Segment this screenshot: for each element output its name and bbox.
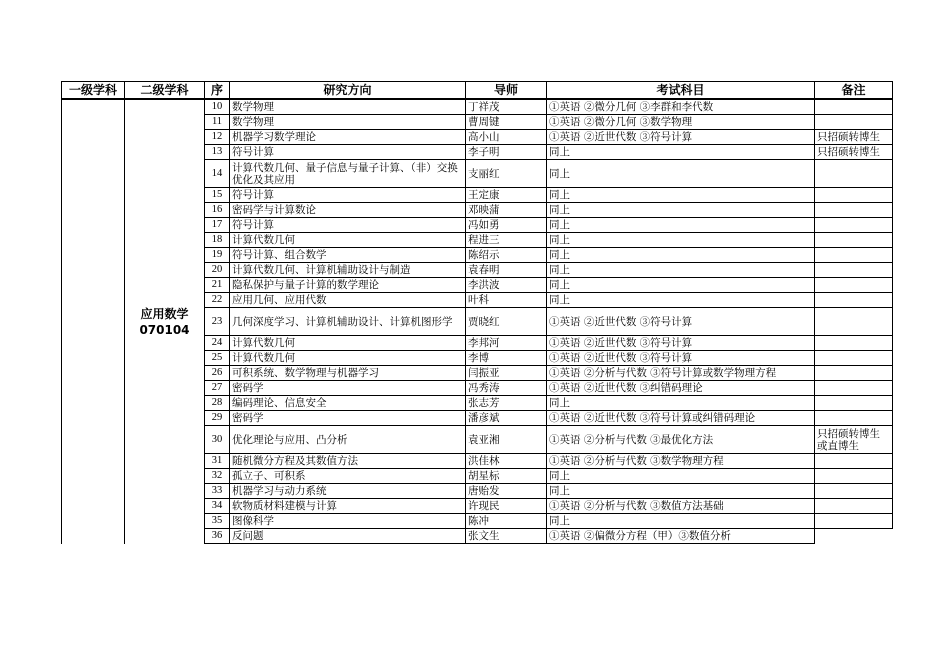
exam-cell: ①英语 ②近世代数 ③符号计算 — [547, 336, 815, 351]
direction-cell: 优化理论与应用、凸分析 — [230, 426, 466, 454]
seq-cell: 34 — [205, 499, 230, 514]
note-cell: 只招硕转博生 — [815, 145, 893, 160]
seq-cell: 22 — [205, 293, 230, 308]
note-cell — [815, 396, 893, 411]
direction-cell: 应用几何、应用代数 — [230, 293, 466, 308]
advisor-cell: 潘彦斌 — [466, 411, 547, 426]
seq-cell: 27 — [205, 381, 230, 396]
exam-cell: ①英语 ②分析与代数 ③最优化方法 — [547, 426, 815, 454]
exam-cell: 同上 — [547, 203, 815, 218]
advisor-cell: 王定康 — [466, 188, 547, 203]
table-row — [62, 99, 893, 115]
exam-cell: 同上 — [547, 188, 815, 203]
exam-cell: 同上 — [547, 218, 815, 233]
direction-cell: 密码学与计算数论 — [230, 203, 466, 218]
advisor-cell: 陈绍示 — [466, 248, 547, 263]
seq-cell: 36 — [205, 529, 230, 544]
header-level1: 一级学科 — [62, 82, 125, 100]
note-cell — [815, 278, 893, 293]
seq-cell: 28 — [205, 396, 230, 411]
exam-cell: ①英语 ②近世代数 ③纠错码理论 — [547, 381, 815, 396]
seq-cell: 26 — [205, 366, 230, 381]
note-cell — [815, 381, 893, 396]
exam-cell: ①英语 ②近世代数 ③符号计算 — [547, 308, 815, 336]
direction-cell: 计算代数几何 — [230, 351, 466, 366]
note-cell — [815, 293, 893, 308]
exam-cell: ①英语 ②近世代数 ③符号计算或纠错码理论 — [547, 411, 815, 426]
advisor-cell: 陈冲 — [466, 514, 547, 529]
seq-cell: 11 — [205, 115, 230, 130]
advisor-cell: 唐贻发 — [466, 484, 547, 499]
seq-cell: 19 — [205, 248, 230, 263]
advisor-cell: 张文生 — [466, 529, 547, 544]
note-cell — [815, 411, 893, 426]
advisor-cell: 冯秀涛 — [466, 381, 547, 396]
direction-cell: 符号计算 — [230, 145, 466, 160]
note-cell — [815, 529, 893, 544]
note-cell — [815, 308, 893, 336]
note-cell: 只招硕转博生或直博生 — [815, 426, 893, 454]
note-cell: 只招硕转博生 — [815, 130, 893, 145]
header-exam: 考试科目 — [547, 82, 815, 100]
note-cell — [815, 263, 893, 278]
exam-cell: 同上 — [547, 484, 815, 499]
exam-cell: 同上 — [547, 145, 815, 160]
advisor-cell: 袁亚湘 — [466, 426, 547, 454]
enrollment-table — [61, 81, 893, 544]
direction-cell: 可积系统、数学物理与机器学习 — [230, 366, 466, 381]
table-body — [62, 99, 893, 544]
advisor-cell: 闫振亚 — [466, 366, 547, 381]
direction-cell: 机器学习数学理论 — [230, 130, 466, 145]
seq-cell: 33 — [205, 484, 230, 499]
advisor-cell: 袁春明 — [466, 263, 547, 278]
exam-cell: 同上 — [547, 396, 815, 411]
direction-cell: 图像科学 — [230, 514, 466, 529]
note-cell — [815, 218, 893, 233]
note-cell — [815, 514, 893, 529]
exam-cell: ①英语 ②微分几何 ③数学物理 — [547, 115, 815, 130]
direction-cell: 几何深度学习、计算机辅助设计、计算机图形学 — [230, 308, 466, 336]
advisor-cell: 胡星标 — [466, 469, 547, 484]
seq-cell: 13 — [205, 145, 230, 160]
exam-cell: 同上 — [547, 248, 815, 263]
note-cell — [815, 233, 893, 248]
note-cell — [815, 499, 893, 514]
direction-cell: 密码学 — [230, 411, 466, 426]
seq-cell: 12 — [205, 130, 230, 145]
level2-cell — [125, 99, 205, 544]
header-advisor: 导师 — [466, 82, 547, 100]
direction-cell: 计算代数几何、计算机辅助设计与制造 — [230, 263, 466, 278]
advisor-cell: 冯如勇 — [466, 218, 547, 233]
note-cell — [815, 469, 893, 484]
direction-cell: 计算代数几何 — [230, 233, 466, 248]
seq-cell: 18 — [205, 233, 230, 248]
advisor-cell: 高小山 — [466, 130, 547, 145]
advisor-cell: 李邦河 — [466, 336, 547, 351]
exam-cell: 同上 — [547, 263, 815, 278]
header-level2: 二级学科 — [125, 82, 205, 100]
direction-cell: 数学物理 — [230, 115, 466, 130]
direction-cell: 符号计算 — [230, 188, 466, 203]
direction-cell: 符号计算、组合数学 — [230, 248, 466, 263]
direction-cell: 数学物理 — [230, 99, 466, 115]
advisor-cell: 程进三 — [466, 233, 547, 248]
seq-cell: 20 — [205, 263, 230, 278]
level2-name: 应用数学 — [140, 306, 189, 321]
note-cell — [815, 336, 893, 351]
direction-cell: 反问题 — [230, 529, 466, 544]
seq-cell: 14 — [205, 160, 230, 188]
note-cell — [815, 366, 893, 381]
seq-cell: 25 — [205, 351, 230, 366]
seq-cell: 21 — [205, 278, 230, 293]
direction-cell: 计算代数几何 — [230, 336, 466, 351]
advisor-cell: 李洪波 — [466, 278, 547, 293]
seq-cell: 23 — [205, 308, 230, 336]
note-cell — [815, 203, 893, 218]
seq-cell: 10 — [205, 99, 230, 115]
header-note: 备注 — [815, 82, 893, 100]
exam-cell: 同上 — [547, 469, 815, 484]
seq-cell: 31 — [205, 454, 230, 469]
note-cell — [815, 248, 893, 263]
advisor-cell: 李博 — [466, 351, 547, 366]
direction-cell: 机器学习与动力系统 — [230, 484, 466, 499]
note-cell — [815, 484, 893, 499]
direction-cell: 随机微分方程及其数值方法 — [230, 454, 466, 469]
exam-cell: 同上 — [547, 514, 815, 529]
exam-cell: ①英语 ②微分几何 ③李群和李代数 — [547, 99, 815, 115]
exam-cell: ①英语 ②近世代数 ③符号计算 — [547, 130, 815, 145]
note-cell — [815, 160, 893, 188]
seq-cell: 15 — [205, 188, 230, 203]
seq-cell: 16 — [205, 203, 230, 218]
seq-cell: 32 — [205, 469, 230, 484]
direction-cell: 隐私保护与量子计算的数学理论 — [230, 278, 466, 293]
advisor-cell: 李子明 — [466, 145, 547, 160]
advisor-cell: 贾晓红 — [466, 308, 547, 336]
direction-cell: 软物质材料建模与计算 — [230, 499, 466, 514]
level1-cell — [62, 99, 125, 544]
direction-cell: 计算代数几何、量子信息与量子计算、（非）交换优化及其应用 — [230, 160, 466, 188]
exam-cell: ①英语 ②偏微分方程（甲）③数值分析 — [547, 529, 815, 544]
seq-cell: 24 — [205, 336, 230, 351]
exam-cell: 同上 — [547, 233, 815, 248]
exam-cell: ①英语 ②分析与代数 ③符号计算或数学物理方程 — [547, 366, 815, 381]
note-cell — [815, 99, 893, 115]
advisor-cell: 许现民 — [466, 499, 547, 514]
exam-cell: ①英语 ②分析与代数 ③数学物理方程 — [547, 454, 815, 469]
advisor-cell: 张志芳 — [466, 396, 547, 411]
advisor-cell: 曹周键 — [466, 115, 547, 130]
direction-cell: 孤立子、可积系 — [230, 469, 466, 484]
note-cell — [815, 115, 893, 130]
header-row — [62, 82, 893, 100]
advisor-cell: 叶科 — [466, 293, 547, 308]
note-cell — [815, 454, 893, 469]
advisor-cell: 邓映蒲 — [466, 203, 547, 218]
exam-cell: 同上 — [547, 293, 815, 308]
direction-cell: 密码学 — [230, 381, 466, 396]
advisor-cell: 支丽红 — [466, 160, 547, 188]
direction-cell: 编码理论、信息安全 — [230, 396, 466, 411]
advisor-cell: 洪佳林 — [466, 454, 547, 469]
seq-cell: 17 — [205, 218, 230, 233]
exam-cell: ①英语 ②近世代数 ③符号计算 — [547, 351, 815, 366]
seq-cell: 30 — [205, 426, 230, 454]
header-direction: 研究方向 — [230, 82, 466, 100]
level2-code: 070104 — [139, 322, 190, 337]
note-cell — [815, 188, 893, 203]
document-page — [61, 81, 892, 544]
exam-cell: 同上 — [547, 160, 815, 188]
exam-cell: ①英语 ②分析与代数 ③数值方法基础 — [547, 499, 815, 514]
direction-cell: 符号计算 — [230, 218, 466, 233]
seq-cell: 29 — [205, 411, 230, 426]
advisor-cell: 丁祥茂 — [466, 99, 547, 115]
note-cell — [815, 351, 893, 366]
exam-cell: 同上 — [547, 278, 815, 293]
seq-cell: 35 — [205, 514, 230, 529]
header-seq: 序 — [205, 82, 230, 100]
